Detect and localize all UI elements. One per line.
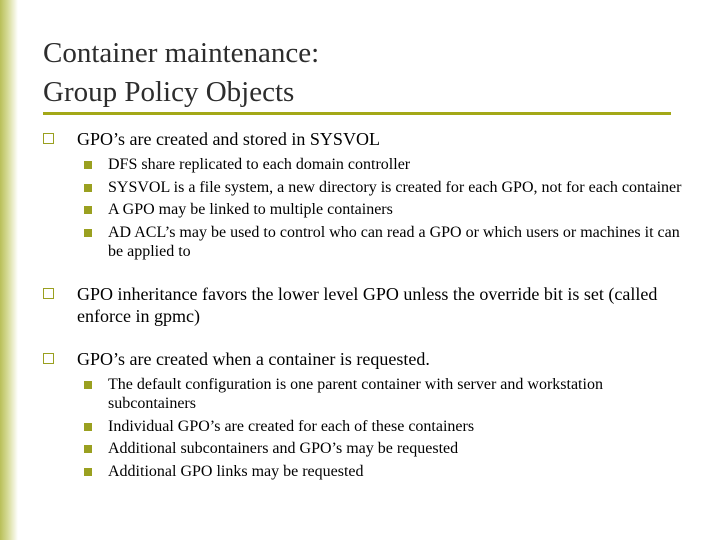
slide-content xyxy=(43,128,683,481)
bullet-item xyxy=(43,128,683,150)
square-bullet-icon xyxy=(84,468,92,476)
sub-bullet-text: SYSVOL is a file system, a new directory is created for each GPO, not for each container xyxy=(108,178,682,196)
hollow-square-bullet-icon xyxy=(43,133,54,144)
hollow-square-bullet-icon xyxy=(43,353,54,364)
bullet-text: GPO’s are created and stored in SYSVOL xyxy=(77,129,380,149)
square-bullet-icon xyxy=(84,381,92,389)
sub-bullet-item xyxy=(43,178,683,198)
sub-bullet-text: DFS share replicated to each domain controller xyxy=(108,156,411,173)
sub-bullet-item xyxy=(43,439,683,459)
sub-bullet-item xyxy=(43,223,683,262)
bullet-text: GPO’s are created when a container is requested. xyxy=(77,348,430,369)
sub-bullet-item xyxy=(43,375,683,414)
square-bullet-icon xyxy=(84,445,92,453)
sub-bullet-item xyxy=(43,462,683,482)
bullet-item xyxy=(43,283,683,327)
bullet-text: GPO inheritance favors the lower level GPO unless the override bit is set (called enforce in gpmc) xyxy=(77,283,658,326)
square-bullet-icon xyxy=(84,161,92,169)
sub-bullet-item xyxy=(43,417,683,437)
square-bullet-icon xyxy=(84,229,92,237)
hollow-square-bullet-icon xyxy=(43,288,54,299)
sub-bullet-text: A GPO may be linked to multiple containers xyxy=(108,201,393,218)
sub-bullet-text: The default configuration is one parent container with server and workstation subcontainers xyxy=(108,375,603,412)
square-bullet-icon xyxy=(84,184,92,192)
bullet-item xyxy=(43,348,683,370)
sub-bullet-item xyxy=(43,200,683,220)
square-bullet-icon xyxy=(84,423,92,431)
sub-bullet-text: Individual GPO’s are created for each of these containers xyxy=(108,417,475,435)
slide-title: Container maintenance: Group Policy Objects xyxy=(43,37,320,108)
sub-bullet-text: AD ACL’s may be used to control who can read a GPO or which users or machines it can be applied to xyxy=(108,223,680,260)
sub-bullet-item xyxy=(43,155,683,175)
decorative-side-bar xyxy=(0,0,18,540)
sub-bullet-text: Additional GPO links may be requested xyxy=(108,462,364,480)
sub-bullet-text: Additional subcontainers and GPO’s may be requested xyxy=(108,440,459,457)
square-bullet-icon xyxy=(84,206,92,214)
title-divider xyxy=(43,112,671,115)
